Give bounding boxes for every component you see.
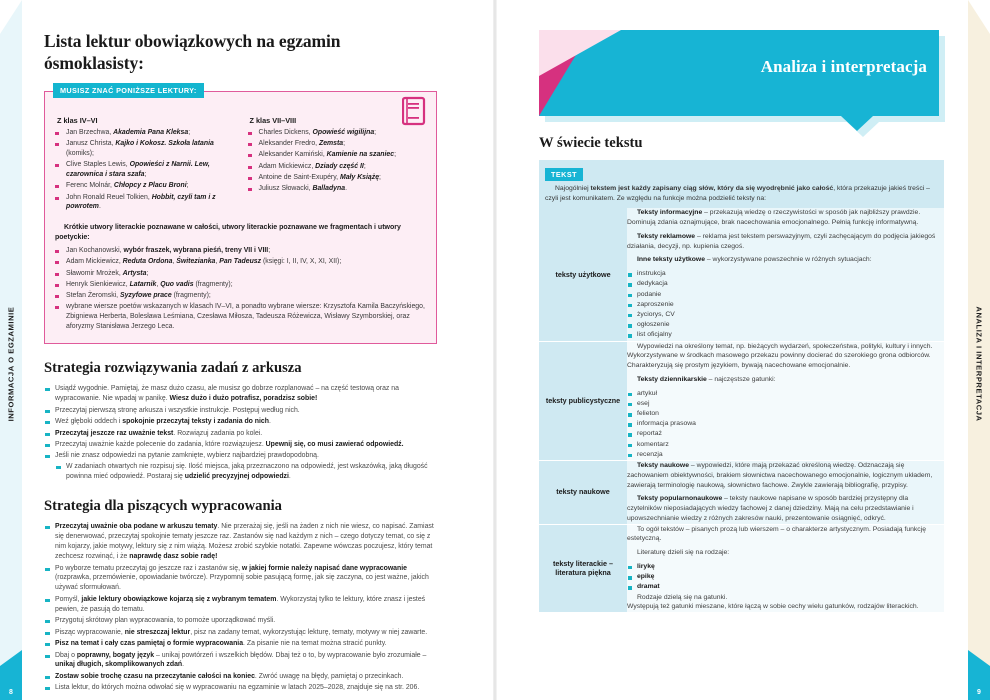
list-item: Sławomir Mrożek, Artysta; <box>55 269 426 279</box>
list-item: życiorys, CV <box>627 310 944 320</box>
table-header-row <box>539 160 944 208</box>
banner-light-triangle <box>539 30 621 76</box>
banner-title: Analiza i interpretacja <box>760 57 927 76</box>
paragraph: Teksty popularnonaukowe – teksty naukowe napisane w sposób bardziej przystępny dla czytelników nieposiadających wiedzy fachowej z danej dziedziny. Mają na celu przedstawianie i upowszechnianie wiedzy z różnych zakresów nauki, prezentowanie osiągnięć, odkryć. <box>627 495 914 522</box>
paragraph: To ogół tekstów – pisanych prozą lub wierszem – o charakterze artystycznym. Posiadają funkcję estetyczną. <box>627 525 927 543</box>
page-right <box>495 0 990 700</box>
list-item: Dbaj o poprawny, bogaty język – unikaj powtórzeń i wszelkich błędów. Dbaj też o to, by wypracowanie było zrozumiałe – unikaj długich, skomplikowanych zdań. <box>44 651 437 671</box>
required-reading-label: MUSISZ ZNAĆ PONIŻSZE LEKTURY: <box>53 83 204 98</box>
list-item: wybrane wiersze poetów wskazanych w klasach IV–VI, a ponadto wybrane wiersze: Krzysztofa Kamila Baczyńskiego, Zbigniewa Herberta, Bolesława Leśmiana, Czesława Miłosza, Tadeusza Różewicza, Wisławy Szymborskiej, oraz aforyzmy Stanisława Jerzego Leca. <box>55 302 426 331</box>
list-item: Ferenc Molnár, Chłopcy z Placu Broni; <box>55 181 234 191</box>
side-tab-left-label: INFORMACJA O EGZAMINIE <box>6 306 16 422</box>
banner-body <box>539 30 939 116</box>
text-types-table-body <box>539 160 944 613</box>
strategy-tasks-list <box>44 384 437 482</box>
sub-list-item: W zadaniach otwartych nie rozpisuj się. Ilość miejsca, jaką przeznaczono na odpowiedź, jest wskazówką, jaką długość powinna mieć odpowiedź. Postaraj się udzielić precyzyjnej odpowiedzi. <box>55 462 437 482</box>
table-row-category: teksty publicystyczne <box>539 341 627 460</box>
banner-notch <box>841 116 873 131</box>
reading-columns <box>55 116 426 214</box>
list-item: John Ronald Reuel Tolkien, Hobbit, czyli tam i z powrotem. <box>55 193 234 213</box>
list-item: Usiądź wygodnie. Pamiętaj, że masz dużo czasu, ale musisz go dobrze rozplanować – na część testową oraz na wypracowanie. Nie wpadaj w panikę. Wiesz dużo i dużo potrafisz, poradzisz sobie! <box>44 384 437 404</box>
paragraph: Literaturę dzieli się na rodzaje: <box>637 549 730 557</box>
chapter-banner <box>539 30 944 125</box>
list-item: Przeczytaj jeszcze raz uważnie tekst. Rozwiązuj zadania po kolei. <box>44 429 437 439</box>
list-item: Przeczytaj uważnie każde polecenie do zadania, które rozwiązujesz. Upewnij się, co musi zawierać odpowiedź. <box>44 440 437 450</box>
list-item: Weź głęboki oddech i spokojnie przeczytaj teksty i zadania do nich. <box>44 417 437 427</box>
table-row <box>539 524 944 612</box>
list-item: epikę <box>627 572 944 582</box>
list-item: Pisząc wypracowanie, nie streszczaj lektur, pisz na zadany temat, wykorzystując lekturę, tematy, motywy w niej zawarte. <box>44 628 437 638</box>
page-number-right: 9 <box>968 666 990 700</box>
list-item: lirykę <box>627 562 944 572</box>
table-header-text: Najogólniej tekstem jest każdy zapisany ciąg słów, który da się wyodrębnić jako całość, która przekazuje jakieś treści – czyli jest komunikatem. Ze względu na funkcje można podzielić teksty na: <box>545 185 930 202</box>
list-item: Jeśli nie znasz odpowiedzi na pytanie zamknięte, wybierz najbardziej prawdopodobną. W zadaniach otwartych nie rozpisuj się. Ilość miejsca, jaką przeznaczono na odpowiedź, jest wskazówką, jaką długość powinna mieć odpowiedź. Postaraj się udzielić precyzyjnej odpowiedzi. <box>44 451 437 482</box>
list-item: reportaż <box>627 429 944 439</box>
table-row-content <box>627 460 944 524</box>
reading-list-2 <box>248 128 427 194</box>
short-works-heading: Krótkie utwory literackie poznawane w całości, utwory literackie poznawane we fragmentach i utwory poetyckie: <box>55 223 401 241</box>
list-item: Pomyśl, jakie lektury obowiązkowe kojarzą się z wybranym tematem. Wykorzystaj tylko te lektury, które znasz i jesteś pewien, że pasują do tematu. <box>44 595 437 615</box>
strategy-essay-list <box>44 522 437 693</box>
list-item: recenzja <box>627 450 944 460</box>
list-item: Stefan Żeromski, Syzyfowe prace (fragmenty); <box>55 291 426 301</box>
list-item: list oficjalny <box>627 330 944 340</box>
paragraph: Rodzaje dzielą się na gatunki. Występują też gatunki mieszane, które łączą w sobie cechy wielu gatunków, rodzajów literackich. <box>627 593 919 611</box>
table-row-category: teksty użytkowe <box>539 208 627 341</box>
list-item: Przygotuj skrótowy plan wypracowania, to pomoże uporządkować myśli. <box>44 616 437 626</box>
table-row <box>539 460 944 524</box>
reading-column-2-head: Z klas VII–VIII <box>249 115 297 125</box>
table-header-cell <box>539 160 944 208</box>
page-number-left: 8 <box>0 666 22 700</box>
list-item: podanie <box>627 290 944 300</box>
paragraph: Teksty informacyjne – przekazują wiedzę o rzeczywistości w sposób jak najbliższy prawdzie. Dominują zdania oznajmujące, brak nacechowania emocjonalnego. Pełnią funkcję informatywną. <box>627 209 921 227</box>
list-item: Clive Staples Lewis, Opowieści z Narnii. Lew, czarownica i stara szafa; <box>55 160 234 180</box>
side-tab-right-label: ANALIZA I INTERPRETACJA <box>974 306 984 422</box>
list-item: felieton <box>627 409 944 419</box>
page-title: Lista lektur obowiązkowych na egzamin ósmoklasisty: <box>44 31 341 74</box>
table-row-content <box>627 208 944 341</box>
list-item: Charles Dickens, Opowieść wigilijna; <box>248 128 427 138</box>
bullet-list <box>627 562 944 593</box>
list-item: Przeczytaj pierwszą stronę arkusza i wszystkie instrukcje. Postępuj według nich. <box>44 406 437 416</box>
section-title-world-of-text: W świecie tekstu <box>539 135 643 151</box>
tab-corner-shape <box>968 0 990 34</box>
bullet-list <box>627 269 944 340</box>
paragraph: Teksty dziennikarskie – najczęstsze gatunki: <box>637 375 776 383</box>
list-item: instrukcja <box>627 269 944 279</box>
list-item: dedykacja <box>627 279 944 289</box>
table-row <box>539 341 944 460</box>
reading-column-1-head: Z klas IV–VI <box>57 115 98 125</box>
table-row-category: teksty literackie – literatura piękna <box>539 524 627 612</box>
list-item: informacja prasowa <box>627 419 944 429</box>
paragraph: Teksty naukowe – wypowiedzi, które mają przekazać określoną wiedzę. Odznaczają się zachowaniem obiektywności, brakiem słownictwa nacechowanego emocjonalnie, logicznym układem, zawierają terminologię naukową, słownictwo fachowe. Zwykle zawierają bibliografię, przypisy. <box>627 461 933 489</box>
required-reading-box <box>44 85 437 345</box>
short-works-list <box>55 246 426 332</box>
list-item: zaproszenie <box>627 300 944 310</box>
list-item: Po wyborze tematu przeczytaj go jeszcze raz i zastanów się, w jakiej formie należy napisać dane wypracowanie (rozprawka, przemówienie, opowiadanie twórcze). Przypomnij sobie pasującą formę, jak się zaczyna, co jest ważne, jakich używać sformułowań. <box>44 564 437 594</box>
list-item: Janusz Christa, Kajko i Kokosz. Szkoła latania (komiks); <box>55 139 234 159</box>
list-item: Aleksander Fredro, Zemsta; <box>248 139 427 149</box>
list-item: Aleksander Kamiński, Kamienie na szaniec; <box>248 150 427 160</box>
reading-column-1 <box>55 116 234 214</box>
book-icon <box>402 96 428 131</box>
paragraph: Wypowiedzi na określony temat, np. bieżących wydarzeń, społeczeństwa, polityki, kultury i innych. Wykorzystywane w środkach masowego przekazu powinny docierać do szerokiego grona odbiorców. Charakteryzują się prostym językiem, bywają nacechowane emocjonalnie. <box>627 342 933 370</box>
reading-column-2 <box>248 116 427 214</box>
table-row-content <box>627 341 944 460</box>
list-item: artykuł <box>627 389 944 399</box>
list-item: Henryk Sienkiewicz, Latarnik, Quo vadis (fragmenty); <box>55 280 426 290</box>
list-item: Juliusz Słowacki, Balladyna. <box>248 184 427 194</box>
list-item: Jan Brzechwa, Akademia Pana Kleksa; <box>55 128 234 138</box>
table-row-content <box>627 524 944 612</box>
list-item: komentarz <box>627 440 944 450</box>
side-tab-right[interactable] <box>968 0 990 700</box>
list-item: ogłoszenie <box>627 320 944 330</box>
list-item: Adam Mickiewicz, Reduta Ordona, Świtezianka, Pan Tadeusz (księgi: I, II, IV, X, XI, XII); <box>55 257 426 267</box>
list-item: Pisz na temat i cały czas pamiętaj o formie wypracowania. Za pisanie nie na temat można stracić punkty. <box>44 639 437 649</box>
list-item: dramat <box>627 582 944 592</box>
reading-list-1 <box>55 128 234 212</box>
list-item: Jan Kochanowski, wybór fraszek, wybrana pieśń, treny VII i VIII; <box>55 246 426 256</box>
table-row-category: teksty naukowe <box>539 460 627 524</box>
list-item: Zostaw sobie trochę czasu na przeczytanie całości na koniec. Zwróć uwagę na błędy, pamiętaj o przecinkach. <box>44 672 437 682</box>
list-item: esej <box>627 399 944 409</box>
list-item: Antoine de Saint-Exupéry, Mały Książę; <box>248 173 427 183</box>
bullet-list <box>627 389 944 460</box>
list-item: Adam Mickiewicz, Dziady część II; <box>248 162 427 172</box>
list-item: Przeczytaj uważnie oba podane w arkuszu tematy. Nie przerażaj się, jeśli na żaden z nich nie wiesz, co napisać. Zamiast się denerwować, przeczytaj spokojnie tematy jeszcze raz. Zastanów się nad każdym z nich – czego dotyczy temat, co się z nim kojarzy, jakie motywy, lektury się z nim wiążą. Możesz zrobić szybkie notatki. Zapewne wówczas poczujesz, który temat zechcesz rozwinąć, i że naprawdę dasz sobie radę! <box>44 522 437 562</box>
sub-list <box>55 462 437 482</box>
list-item: Lista lektur, do których można odwołać się w wypracowaniu na egzaminie w latach 2025–2028, znajduje się na str. 206. <box>44 683 437 693</box>
paragraph: Inne teksty użytkowe – wykorzystywane powszechnie w różnych sytuacjach: <box>637 256 872 264</box>
section-title-strategy-tasks: Strategia rozwiązywania zadań z arkusza <box>44 360 302 377</box>
status-badge: TEKST <box>545 168 583 181</box>
paragraph: Teksty reklamowe – reklama jest tekstem perswazyjnym, czyli zachęcającym do podjęcia jakiegoś działania, decyzji, np. kupienia czegoś. <box>627 232 936 250</box>
table-row <box>539 208 944 341</box>
text-types-table <box>539 160 944 613</box>
section-title-strategy-essay: Strategia dla piszących wypracowania <box>44 498 282 515</box>
